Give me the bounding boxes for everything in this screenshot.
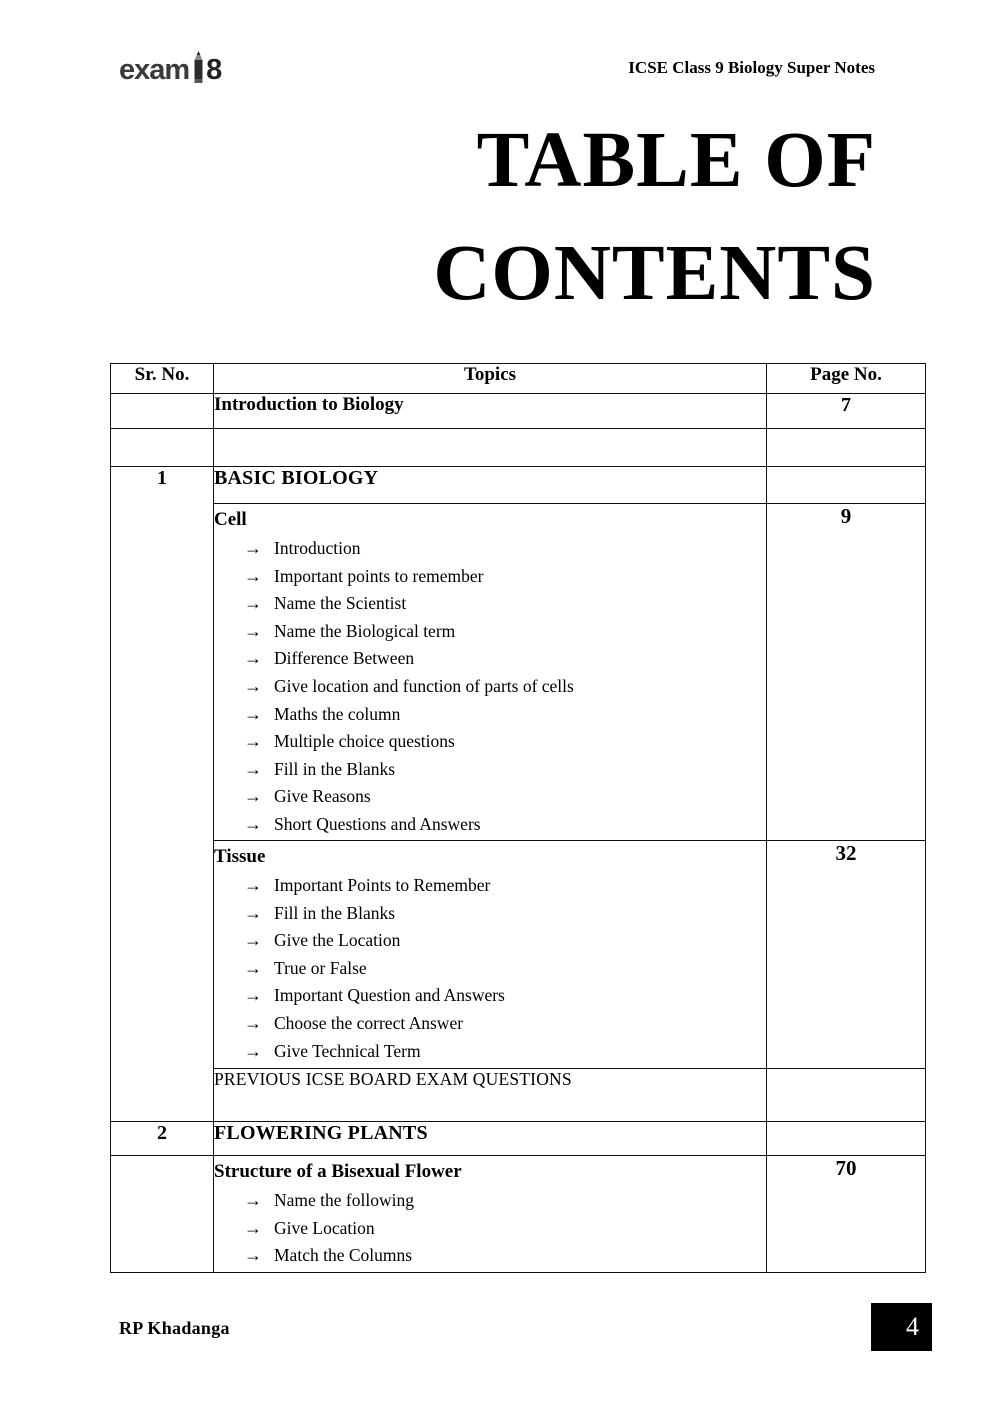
pencil-icon [193,51,204,88]
row-empty [111,429,926,467]
toc-item [214,1038,766,1066]
toc-item [214,590,766,618]
arrow-bullet-icon: → [244,1190,262,1210]
intro-topic: Introduction to Biology [214,394,767,429]
toc-table [110,363,926,1273]
sr-number-2: 2 [111,1122,214,1156]
arrow-bullet-icon: → [244,648,262,669]
arrow-bullet-icon: → [244,957,262,978]
toc-item [214,756,766,784]
toc-item [214,982,766,1010]
arrow-bullet-icon: → [244,538,262,558]
page-title [433,104,876,330]
logo-eight-text: 8 [206,54,223,86]
page-title-line2: CONTENTS [433,230,876,317]
page-number-text: 4 [906,1312,919,1341]
toc-item-label: Important points to remember [274,565,484,586]
toc-item [214,673,766,701]
group-cell-topics [214,504,767,841]
group-cell-topics [214,841,767,1069]
arrow-bullet-icon: → [244,786,262,807]
toc-item-label: Fill in the Blanks [274,902,396,923]
toc-item-label: Give Reasons [274,786,371,807]
toc-item-label: Name the Scientist [274,593,407,614]
arrow-bullet-icon: → [244,620,262,641]
col-header-sr: Sr. No. [111,364,214,394]
toc-item-label: Give location and function of parts of cells [274,675,574,696]
arrow-bullet-icon: → [244,675,262,696]
arrow-bullet-icon: → [244,565,262,586]
row-chapter-2 [111,1122,926,1156]
empty-cell [767,429,926,467]
row-tissue-section [111,841,926,1069]
toc-header-row [111,364,926,394]
toc-item-label: True or False [274,957,367,978]
row-previous-questions [111,1069,926,1122]
arrow-bullet-icon: → [244,1217,262,1238]
page-number-cell: 9 [767,504,926,841]
toc-item [214,811,766,839]
sr-cell-empty [111,394,214,429]
toc-item-label: Maths the column [274,703,401,724]
logo-exam-text: exam [119,54,190,86]
toc-item-label: Give Location [274,1217,375,1238]
page-title-line1: TABLE OF [476,117,876,204]
group-cell-topics [214,1156,767,1273]
toc-item [214,1215,766,1243]
row-cell-section [111,504,926,841]
arrow-bullet-icon: → [244,593,262,614]
col-header-page: Page No. [767,364,926,394]
exam18-logo [119,52,222,89]
toc-item-label: Important Question and Answers [274,985,505,1006]
col-header-topics: Topics [214,364,767,394]
toc-item-label: Match the Columns [274,1245,413,1266]
arrow-bullet-icon: → [244,1245,262,1266]
toc-item-label: Short Questions and Answers [274,813,481,834]
toc-item-label: Name the following [274,1190,414,1210]
arrow-bullet-icon: → [244,703,262,724]
arrow-bullet-icon: → [244,902,262,923]
arrow-bullet-icon: → [244,985,262,1006]
group-title-tissue: Tissue [214,846,266,867]
empty-cell [111,429,214,467]
page-cell-empty [767,1069,926,1122]
toc-item [214,872,766,900]
toc-item [214,563,766,591]
toc-item [214,900,766,928]
toc-item-label: Choose the correct Answer [274,1012,464,1033]
toc-item-label: Multiple choice questions [274,731,455,752]
previous-board-questions: PREVIOUS ICSE BOARD EXAM QUESTIONS [214,1069,767,1122]
arrow-bullet-icon: → [244,731,262,752]
toc-item [214,535,766,563]
toc-item [214,783,766,811]
toc-item [214,1010,766,1038]
intro-page-number: 7 [767,394,926,429]
toc-item-label: Give the Location [274,930,401,951]
row-introduction [111,394,926,429]
sr-number-1: 1 [111,467,214,1122]
toc-item-label: Fill in the Blanks [274,758,396,779]
row-flower-section [111,1156,926,1273]
row-chapter-1 [111,467,926,504]
toc-item-label: Introduction [274,538,361,558]
toc-item-label: Name the Biological term [274,620,456,641]
chapter-title-basic-biology: BASIC BIOLOGY [214,467,767,504]
sr-cell-empty [111,1156,214,1273]
toc-item [214,618,766,646]
page-number-cell: 70 [767,1156,926,1273]
chapter-title-flowering-plants: FLOWERING PLANTS [214,1122,767,1156]
page-number-badge [871,1303,932,1351]
footer-author: RP Khadanga [119,1318,230,1338]
arrow-bullet-icon: → [244,813,262,834]
group-title-cell: Cell [214,509,247,530]
book-title: ICSE Class 9 Biology Super Notes [628,58,875,77]
toc-item [214,1187,766,1215]
page-cell-empty [767,1122,926,1156]
arrow-bullet-icon: → [244,1040,262,1061]
toc-item [214,955,766,983]
toc-item [214,1242,766,1270]
toc-item-label: Important Points to Remember [274,875,491,895]
group-title-bisexual-flower: Structure of a Bisexual Flower [214,1161,462,1182]
toc-item-label: Give Technical Term [274,1040,421,1061]
empty-cell [214,429,767,467]
toc-item-label: Difference Between [274,648,415,669]
arrow-bullet-icon: → [244,758,262,779]
page-number-cell: 32 [767,841,926,1069]
toc-item [214,927,766,955]
arrow-bullet-icon: → [244,1012,262,1033]
toc-item [214,701,766,729]
arrow-bullet-icon: → [244,930,262,951]
toc-item [214,645,766,673]
page-cell-empty [767,467,926,504]
arrow-bullet-icon: → [244,875,262,895]
toc-item [214,728,766,756]
